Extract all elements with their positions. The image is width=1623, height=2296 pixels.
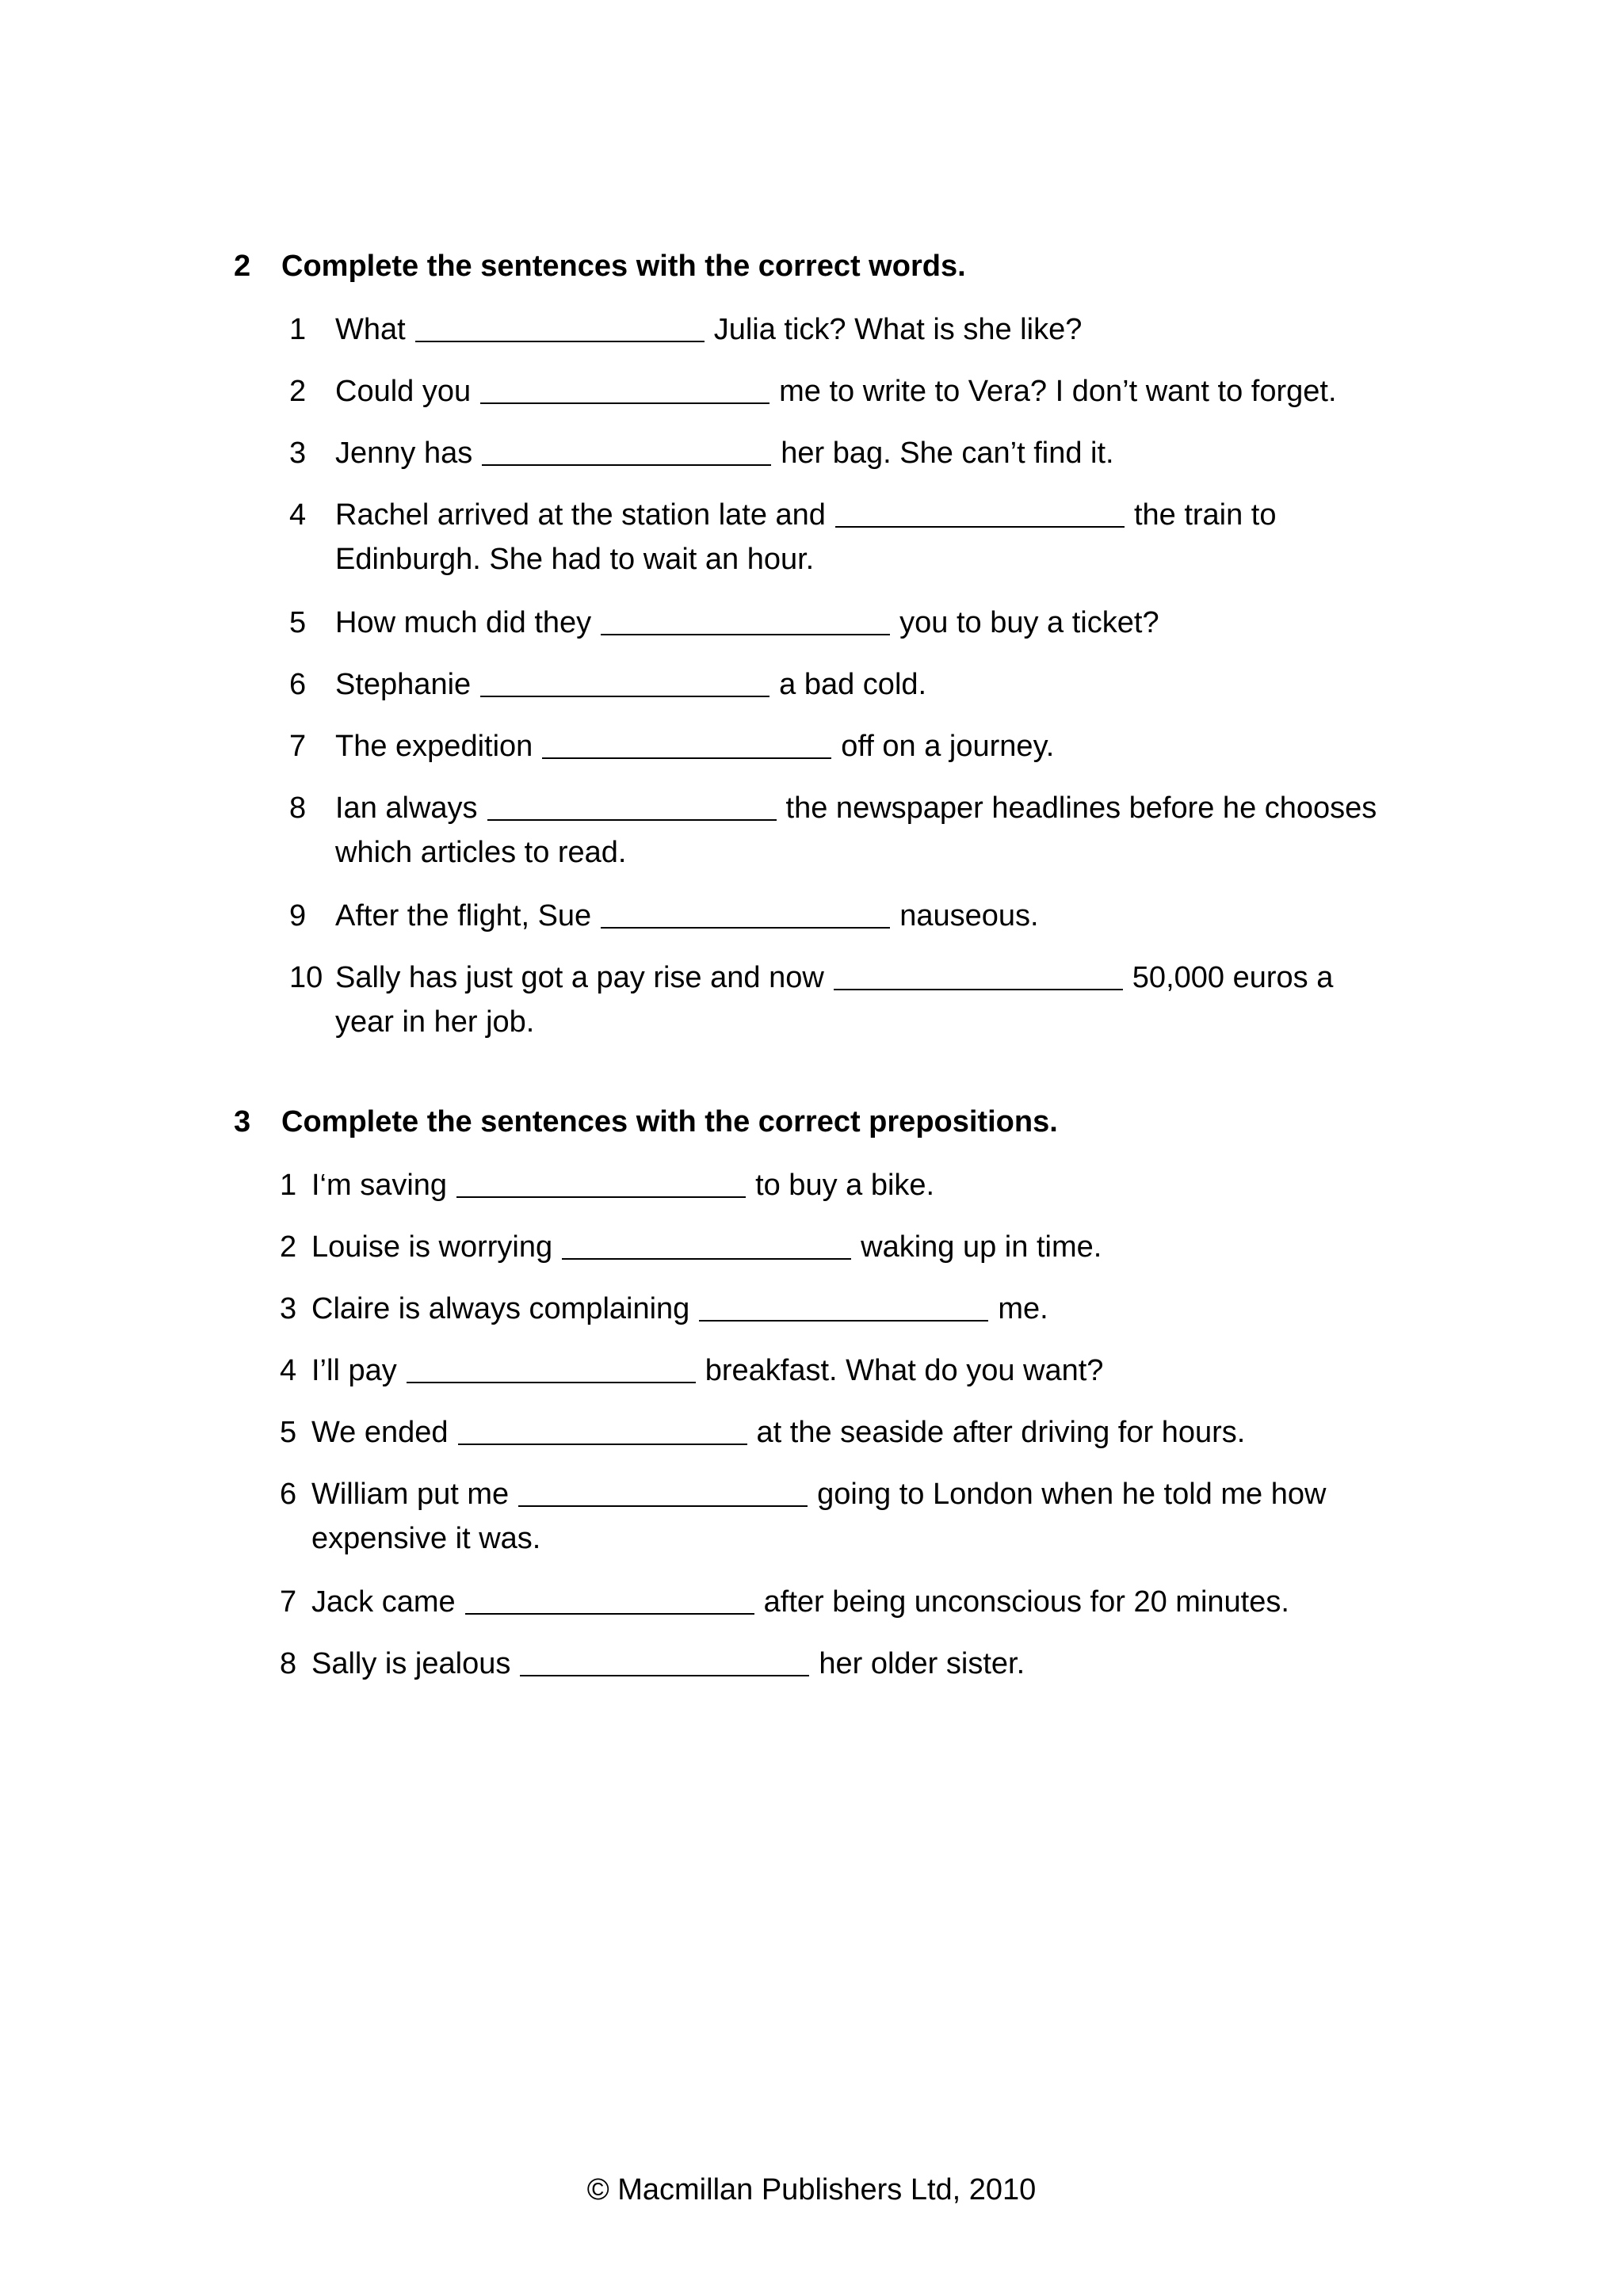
- item-sentence: [311, 1163, 934, 1207]
- sentence-start: What: [335, 313, 406, 346]
- item-number: 9: [289, 899, 307, 933]
- item-number: 2: [280, 1230, 297, 1264]
- sentence-continuation: year in her job.: [335, 1005, 535, 1039]
- item-sentence: [335, 369, 1337, 414]
- sentence-end: a bad cold.: [779, 668, 927, 701]
- sentence-start: I‘m saving: [311, 1169, 448, 1202]
- sentence-end: Julia tick? What is she like?: [713, 313, 1083, 346]
- sentence-start: I’ll pay: [311, 1354, 397, 1387]
- item-number: 4: [289, 498, 307, 532]
- sentence-end: you to buy a ticket?: [899, 606, 1159, 639]
- item-number: 5: [289, 606, 307, 639]
- answer-blank[interactable]: [415, 311, 705, 342]
- item-number: 3: [280, 1292, 297, 1325]
- item-sentence: [335, 786, 1377, 830]
- item-number: 10: [289, 961, 323, 994]
- item-sentence: [335, 601, 1159, 645]
- sentence-start: The expedition: [335, 730, 533, 763]
- item-sentence: [311, 1410, 1245, 1455]
- sentence-start: Sally has just got a pay rise and now: [335, 961, 824, 994]
- answer-blank[interactable]: [458, 1413, 747, 1445]
- item-sentence: [311, 1225, 1102, 1269]
- sentence-end: 50,000 euros a: [1132, 961, 1334, 994]
- sentence-start: William put me: [311, 1478, 510, 1511]
- item-number: 8: [289, 791, 307, 825]
- sentence-end: going to London when he told me how: [817, 1478, 1327, 1511]
- sentence-start: We ended: [311, 1416, 449, 1449]
- exercise-number: 2: [234, 250, 251, 283]
- sentence-continuation: Edinburgh. She had to wait an hour.: [335, 543, 815, 576]
- sentence-continuation: which articles to read.: [335, 836, 627, 869]
- exercise-number: 3: [234, 1105, 251, 1138]
- item-sentence: [311, 1580, 1289, 1624]
- sentence-continuation: expensive it was.: [311, 1522, 541, 1555]
- item-sentence: [311, 1472, 1326, 1516]
- answer-blank[interactable]: [518, 1475, 808, 1507]
- item-sentence: [335, 431, 1114, 475]
- sentence-start: After the flight, Sue: [335, 899, 592, 933]
- sentence-end: off on a journey.: [841, 730, 1055, 763]
- answer-blank[interactable]: [699, 1290, 988, 1322]
- sentence-start: Stephanie: [335, 668, 472, 701]
- item-sentence: [311, 1642, 1025, 1686]
- sentence-start: Louise is worrying: [311, 1230, 553, 1264]
- sentence-start: Sally is jealous: [311, 1647, 511, 1680]
- sentence-start: Jenny has: [335, 437, 473, 470]
- answer-blank[interactable]: [456, 1166, 746, 1198]
- item-sentence: [311, 1287, 1048, 1331]
- item-sentence: [335, 724, 1054, 769]
- answer-blank[interactable]: [465, 1583, 754, 1615]
- sentence-end: the newspaper headlines before he chooses: [785, 791, 1377, 825]
- sentence-end: after being unconscious for 20 minutes.: [763, 1585, 1289, 1619]
- answer-blank[interactable]: [601, 897, 890, 929]
- exercise-instruction: Complete the sentences with the correct prepositions.: [281, 1105, 1058, 1138]
- answer-blank[interactable]: [480, 666, 769, 697]
- answer-blank[interactable]: [407, 1352, 696, 1383]
- item-number: 7: [289, 730, 307, 763]
- item-number: 1: [289, 313, 307, 346]
- sentence-start: Ian always: [335, 791, 478, 825]
- copyright-footer: © Macmillan Publishers Ltd, 2010: [586, 2173, 1037, 2206]
- sentence-end: at the seaside after driving for hours.: [756, 1416, 1246, 1449]
- item-number: 1: [280, 1169, 297, 1202]
- item-sentence: [335, 662, 926, 707]
- sentence-end: her older sister.: [819, 1647, 1025, 1680]
- sentence-end: to buy a bike.: [755, 1169, 935, 1202]
- item-number: 6: [289, 668, 307, 701]
- answer-blank[interactable]: [482, 434, 771, 466]
- sentence-end: me to write to Vera? I don’t want to forget.: [779, 375, 1337, 408]
- sentence-start: Could you: [335, 375, 472, 408]
- sentence-end: me.: [998, 1292, 1048, 1325]
- sentence-end: her bag. She can’t find it.: [781, 437, 1114, 470]
- item-number: 7: [280, 1585, 297, 1619]
- item-number: 4: [280, 1354, 297, 1387]
- sentence-end: breakfast. What do you want?: [705, 1354, 1104, 1387]
- answer-blank[interactable]: [834, 959, 1123, 990]
- item-sentence: [335, 955, 1333, 1000]
- answer-blank[interactable]: [480, 372, 769, 404]
- sentence-end: nauseous.: [899, 899, 1039, 933]
- answer-blank[interactable]: [520, 1645, 809, 1676]
- answer-blank[interactable]: [487, 789, 777, 821]
- item-number: 3: [289, 437, 307, 470]
- sentence-end: the train to: [1133, 498, 1277, 532]
- sentence-start: Rachel arrived at the station late and: [335, 498, 826, 532]
- item-number: 6: [280, 1478, 297, 1511]
- exercise-instruction: Complete the sentences with the correct words.: [281, 250, 966, 283]
- item-number: 5: [280, 1416, 297, 1449]
- item-number: 8: [280, 1647, 297, 1680]
- answer-blank[interactable]: [562, 1228, 851, 1260]
- sentence-start: Claire is always complaining: [311, 1292, 690, 1325]
- item-sentence: [335, 894, 1039, 938]
- item-sentence: [311, 1348, 1103, 1393]
- item-number: 2: [289, 375, 307, 408]
- answer-blank[interactable]: [601, 604, 890, 635]
- sentence-start: Jack came: [311, 1585, 456, 1619]
- item-sentence: [335, 307, 1082, 352]
- answer-blank[interactable]: [835, 496, 1125, 528]
- item-sentence: [335, 493, 1277, 537]
- sentence-end: waking up in time.: [861, 1230, 1102, 1264]
- answer-blank[interactable]: [542, 727, 831, 759]
- sentence-start: How much did they: [335, 606, 592, 639]
